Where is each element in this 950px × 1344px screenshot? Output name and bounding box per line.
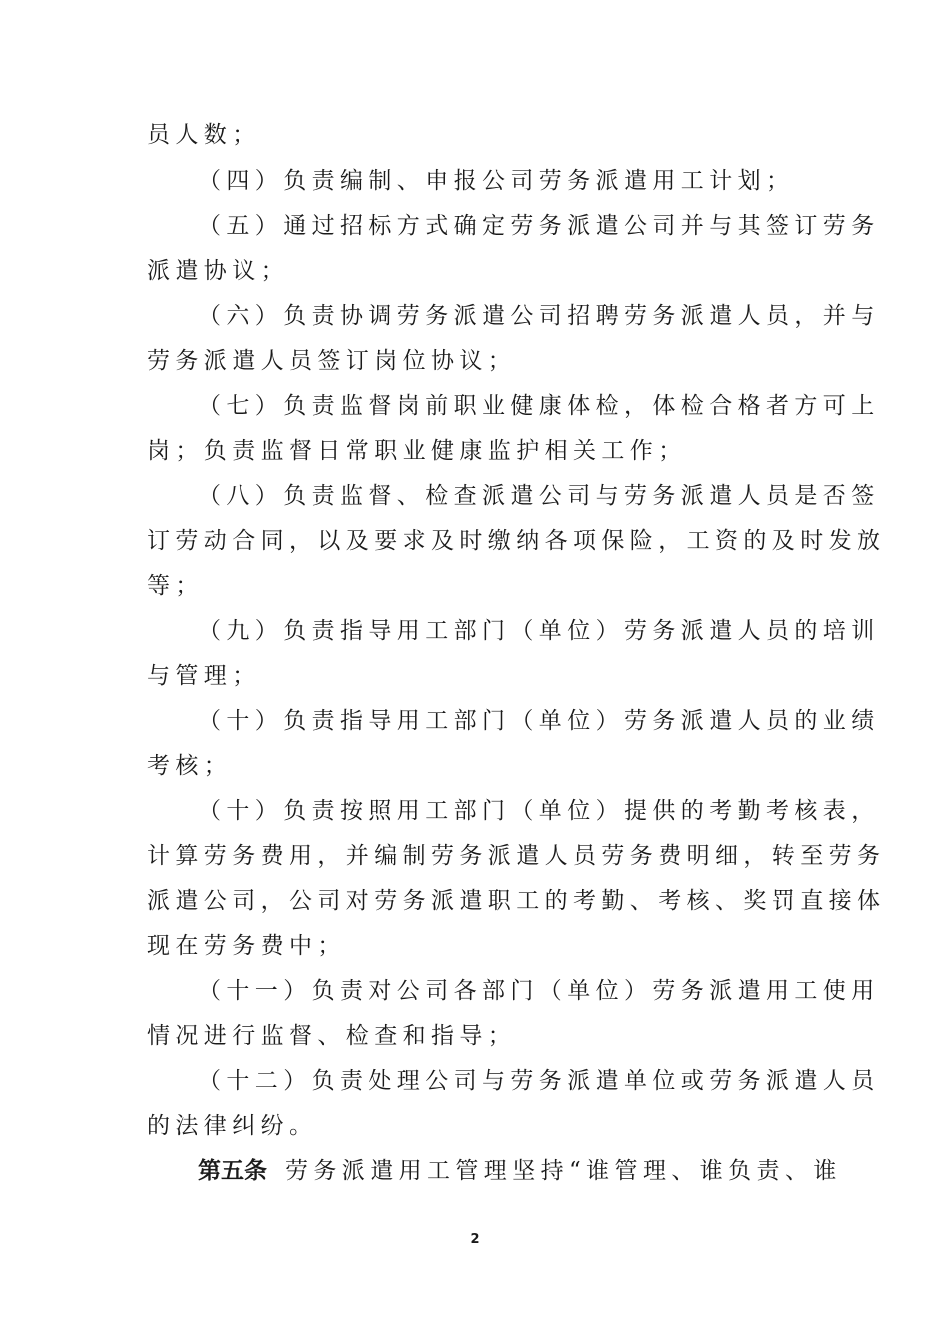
text-line: 劳务派遣人员签订岗位协议；: [147, 348, 517, 374]
article-text: 劳务派遣用工管理坚持“谁管理、谁负责、谁: [285, 1158, 842, 1184]
text-line: （五）通过招标方式确定劳务派遣公司并与其签订劳务: [198, 213, 880, 239]
text-line: （十）负责按照用工部门（单位）提供的考勤考核表，: [198, 798, 880, 824]
text-line: 考核；: [147, 753, 233, 779]
text-line: 情况进行监督、检查和指导；: [147, 1023, 517, 1049]
text-line: 与管理；: [147, 663, 261, 689]
text-line: （十一）负责对公司各部门（单位）劳务派遣用工使用: [198, 978, 880, 1004]
page-number: 2: [470, 1232, 480, 1247]
text-line: （八）负责监督、检查派遣公司与劳务派遣人员是否签: [198, 483, 880, 509]
text-line: 等；: [147, 573, 204, 599]
text-line: （七）负责监督岗前职业健康体检，体检合格者方可上: [198, 393, 880, 419]
text-line: 计算劳务费用，并编制劳务派遣人员劳务费明细，转至劳务: [147, 843, 886, 869]
text-line: 订劳动合同，以及要求及时缴纳各项保险，工资的及时发放: [147, 528, 886, 554]
text-line: （九）负责指导用工部门（单位）劳务派遣人员的培训: [198, 618, 880, 644]
text-line: 员人数；: [147, 122, 261, 148]
text-line: 岗；负责监督日常职业健康监护相关工作；: [147, 438, 687, 464]
text-line: 派遣公司，公司对劳务派遣职工的考勤、考核、奖罚直接体: [147, 888, 886, 914]
article-heading: 第五条: [198, 1158, 267, 1184]
text-line: （六）负责协调劳务派遣公司招聘劳务派遣人员，并与: [198, 303, 880, 329]
text-line: 现在劳务费中；: [147, 933, 346, 959]
text-line: （十二）负责处理公司与劳务派遣单位或劳务派遣人员: [198, 1068, 880, 1094]
article-line: [198, 1156, 842, 1186]
text-line: （十）负责指导用工部门（单位）劳务派遣人员的业绩: [198, 708, 880, 734]
text-line: 派遣协议；: [147, 258, 289, 284]
text-line: （四）负责编制、申报公司劳务派遣用工计划；: [198, 168, 795, 194]
text-line: 的法律纠纷。: [147, 1113, 318, 1139]
